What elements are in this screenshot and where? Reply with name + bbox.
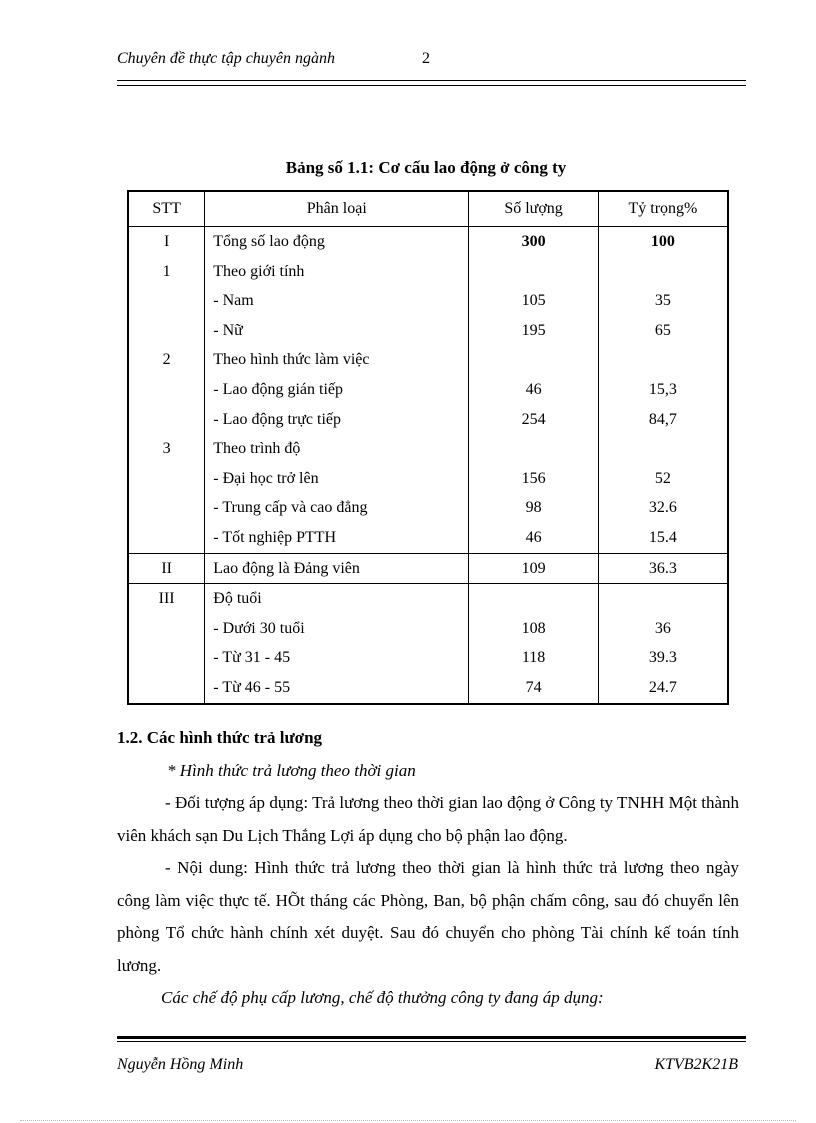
cell-stt xyxy=(128,375,205,405)
cell-share: 24.7 xyxy=(648,678,677,696)
page-number: 2 xyxy=(422,50,430,67)
cell-category: Tổng số lao động xyxy=(205,227,469,257)
header-rule xyxy=(117,80,746,86)
cell-quantity xyxy=(469,584,599,614)
cell-share: 32.6 xyxy=(648,499,677,517)
paragraph-applicability: - Đối tượng áp dụng: Trả lương theo thời gian lao động ở Công ty TNHH Một thành viên khách sạn Du Lịch Thắng Lợi áp dụng cho bộ phận lao động. xyxy=(117,793,739,845)
cell-stt xyxy=(128,614,205,644)
header-title: Chuyên đề thực tập chuyên ngành xyxy=(117,50,335,67)
cell-share: 15,3 xyxy=(648,380,677,398)
table-row xyxy=(128,434,728,464)
cell-quantity xyxy=(469,257,599,287)
section-subheading: * Hình thức trả lương theo thời gian xyxy=(167,761,416,780)
footer-code: KTVB2K21B xyxy=(654,1056,738,1073)
footer-author: Nguyễn Hồng Minh xyxy=(117,1056,244,1073)
cell-share: 35 xyxy=(654,292,671,310)
paragraph-allowances: Các chế độ phụ cấp lương, chế độ thưởng công ty đang áp dụng: xyxy=(161,988,604,1007)
cell-stt xyxy=(128,464,205,494)
cell-quantity: 300 xyxy=(469,227,599,257)
cell-share: 36 xyxy=(654,619,671,637)
cell-category: Độ tuổi xyxy=(205,584,469,614)
cell-stt: 1 xyxy=(128,257,205,287)
cell-quantity: 46 xyxy=(469,523,599,553)
col-header-stt: STT xyxy=(128,191,205,227)
table-row xyxy=(128,553,728,584)
cell-quantity: 254 xyxy=(469,405,599,435)
cell-quantity: 46 xyxy=(469,375,599,405)
cell-stt xyxy=(128,286,205,316)
cell-share xyxy=(598,345,728,375)
labor-structure-table xyxy=(127,190,729,705)
table-row xyxy=(128,493,728,523)
cell-category: - Đại học trở lên xyxy=(205,464,469,494)
cell-quantity: 195 xyxy=(469,316,599,346)
cell-category: - Từ 31 - 45 xyxy=(205,643,469,673)
cell-share: 15.4 xyxy=(648,528,677,546)
table-row xyxy=(128,523,728,553)
page-edge xyxy=(20,1120,796,1121)
cell-category: Theo trình độ xyxy=(205,434,469,464)
cell-quantity: 109 xyxy=(469,553,599,584)
paragraph-content: - Nội dung: Hình thức trả lương theo thời gian là hình thức trả lương theo ngày công làm việc thực tế. HÕt tháng các Phòng, Ban, bộ phận chấm công, sau đó chuyển lên phòng Tổ chức hành chính xét duyệt. Sau đó chuyển cho phòng Tài chính kế toán tính lương. xyxy=(117,858,739,975)
cell-category: - Lao động trực tiếp xyxy=(205,405,469,435)
col-header-quantity: Số lượng xyxy=(469,191,599,227)
cell-quantity: 74 xyxy=(469,673,599,704)
cell-quantity: 108 xyxy=(469,614,599,644)
cell-category: - Nam xyxy=(205,286,469,316)
table-row xyxy=(128,227,728,257)
cell-stt: III xyxy=(128,584,205,614)
cell-quantity: 105 xyxy=(469,286,599,316)
cell-stt xyxy=(128,316,205,346)
cell-stt: 3 xyxy=(128,434,205,464)
cell-category: Theo hình thức làm việc xyxy=(205,345,469,375)
table-row xyxy=(128,614,728,644)
cell-quantity: 98 xyxy=(469,493,599,523)
cell-category: - Trung cấp và cao đẳng xyxy=(205,493,469,523)
table-row xyxy=(128,673,728,704)
cell-stt xyxy=(128,643,205,673)
cell-share: 65 xyxy=(654,321,671,339)
cell-stt: I xyxy=(128,227,205,257)
cell-quantity: 118 xyxy=(469,643,599,673)
table-row xyxy=(128,375,728,405)
col-header-category: Phân loại xyxy=(205,191,469,227)
table-row xyxy=(128,316,728,346)
cell-stt xyxy=(128,523,205,553)
section-heading: 1.2. Các hình thức trả lương xyxy=(117,728,323,747)
cell-category: - Nữ xyxy=(205,316,469,346)
table-header-row xyxy=(128,191,728,227)
cell-share xyxy=(598,434,728,464)
cell-share: 52 xyxy=(654,469,671,487)
cell-quantity: 156 xyxy=(469,464,599,494)
cell-category: Theo giới tính xyxy=(205,257,469,287)
table-row xyxy=(128,643,728,673)
table-row xyxy=(128,286,728,316)
col-header-share: Tỷ trọng% xyxy=(598,191,728,227)
cell-category: Lao động là Đảng viên xyxy=(205,553,469,584)
table-row xyxy=(128,584,728,614)
cell-share: 84,7 xyxy=(648,410,677,428)
cell-stt xyxy=(128,493,205,523)
page-header xyxy=(117,50,745,68)
cell-category: - Dưới 30 tuổi xyxy=(205,614,469,644)
cell-stt xyxy=(128,405,205,435)
table-row xyxy=(128,405,728,435)
cell-share: 100 xyxy=(650,233,675,250)
cell-category: - Tốt nghiệp PTTH xyxy=(205,523,469,553)
cell-stt: II xyxy=(128,553,205,584)
table-row xyxy=(128,345,728,375)
cell-quantity xyxy=(469,345,599,375)
cell-share: 36.3 xyxy=(598,553,728,584)
cell-share xyxy=(598,257,728,287)
cell-share: 39.3 xyxy=(648,649,677,667)
cell-stt xyxy=(128,673,205,704)
table-row xyxy=(128,257,728,287)
table-row xyxy=(128,464,728,494)
cell-stt: 2 xyxy=(128,345,205,375)
cell-category: - Từ 46 - 55 xyxy=(205,673,469,704)
table-caption: Bảng số 1.1: Cơ cấu lao động ở công ty xyxy=(285,158,567,177)
cell-share xyxy=(598,584,728,614)
cell-category: - Lao động gián tiếp xyxy=(205,375,469,405)
cell-quantity xyxy=(469,434,599,464)
footer-rule xyxy=(117,1036,746,1042)
